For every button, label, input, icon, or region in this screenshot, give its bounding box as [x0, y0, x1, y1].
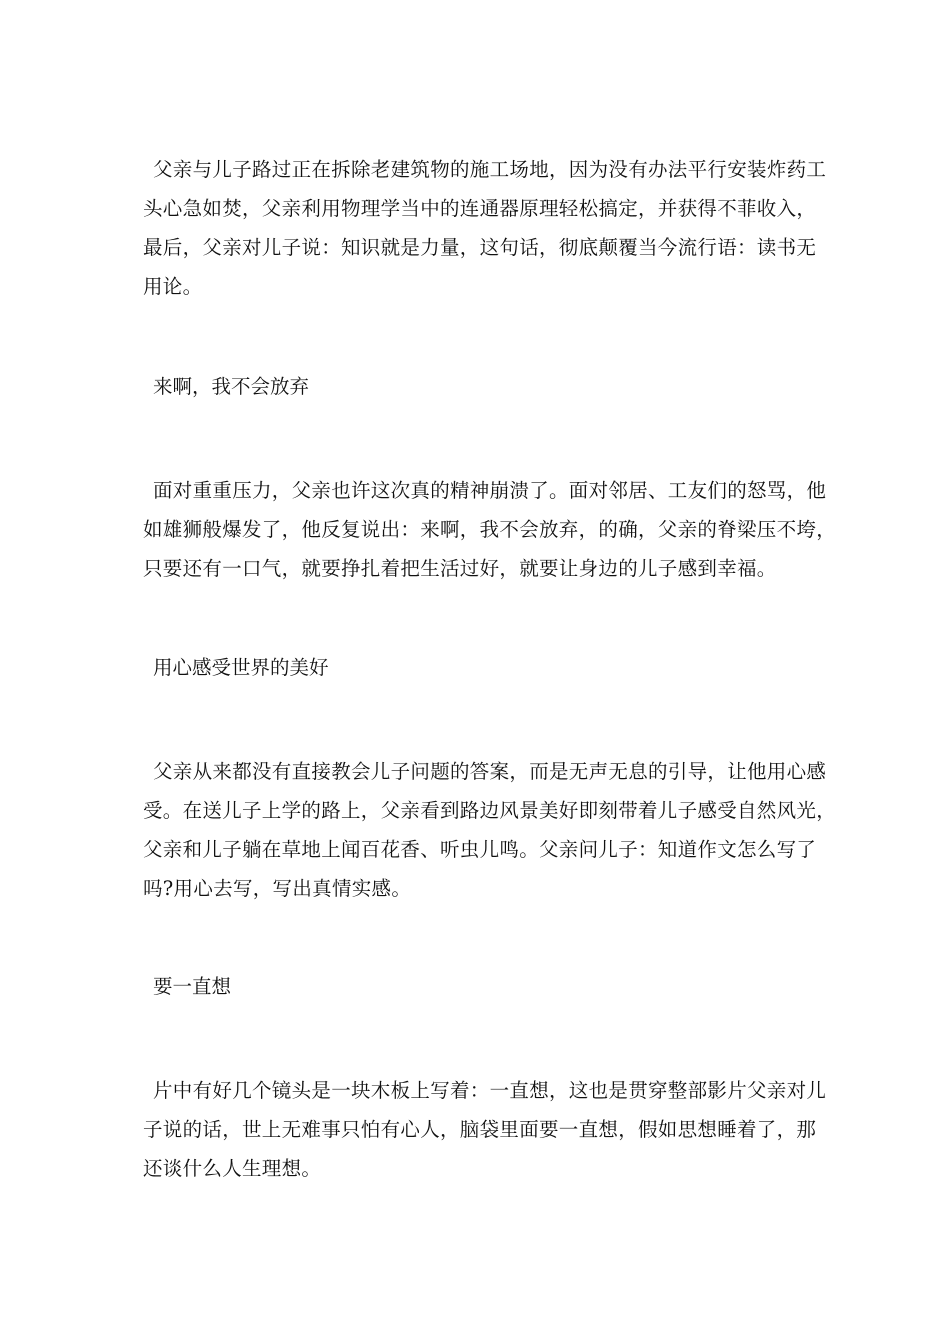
- paragraph-1: [143, 150, 827, 306]
- paragraph-1-line-2: 头心急如焚，父亲利用物理学当中的连通器原理轻松搞定，并获得不菲收入，: [143, 197, 817, 220]
- paragraph-4-line-3: 还谈什么人生理想。: [143, 1157, 322, 1180]
- paragraph-3: [143, 752, 837, 908]
- paragraph-4-line-1: 片中有好几个镜头是一块木板上写着：一直想，这也是贯穿整部影片父亲对儿: [153, 1079, 827, 1102]
- paragraph-3-line-4: 吗?用心去写，写出真情实感。: [143, 877, 412, 900]
- paragraph-1-line-1: 父亲与儿子路过正在拆除老建筑物的施工场地，因为没有办法平行安装炸药工: [153, 158, 827, 181]
- paragraph-3-line-3: 父亲和儿子躺在草地上闻百花香、听虫儿鸣。父亲问儿子：知道作文怎么写了: [143, 838, 817, 861]
- paragraph-3-line-2: 受。在送儿子上学的路上，父亲看到路边风景美好即刻带着儿子感受自然风光，: [143, 799, 837, 822]
- paragraph-1-line-3: 最后，父亲对儿子说：知识就是力量，这句话，彻底颠覆当今流行语：读书无: [143, 236, 817, 259]
- paragraph-2: [143, 471, 837, 588]
- paragraph-4-line-2: 子说的话，世上无难事只怕有心人，脑袋里面要一直想，假如思想睡着了，那: [143, 1118, 817, 1141]
- paragraph-3-line-1: 父亲从来都没有直接教会儿子问题的答案，而是无声无息的引导，让他用心感: [153, 760, 827, 783]
- paragraph-4: [143, 1071, 827, 1188]
- paragraph-2-line-3: 只要还有一口气，就要挣扎着把生活过好，就要让身边的儿子感到幸福。: [143, 557, 777, 580]
- section-heading-3: 要一直想: [153, 975, 232, 998]
- section-heading-1: 来啊，我不会放弃: [153, 375, 310, 398]
- paragraph-1-line-4: 用论。: [143, 275, 203, 298]
- paragraph-2-line-1: 面对重重压力，父亲也许这次真的精神崩溃了。面对邻居、工友们的怒骂，他: [153, 479, 827, 502]
- section-heading-2: 用心感受世界的美好: [153, 656, 329, 679]
- paragraph-2-line-2: 如雄狮般爆发了，他反复说出：来啊，我不会放弃，的确，父亲的脊梁压不垮，: [143, 518, 837, 541]
